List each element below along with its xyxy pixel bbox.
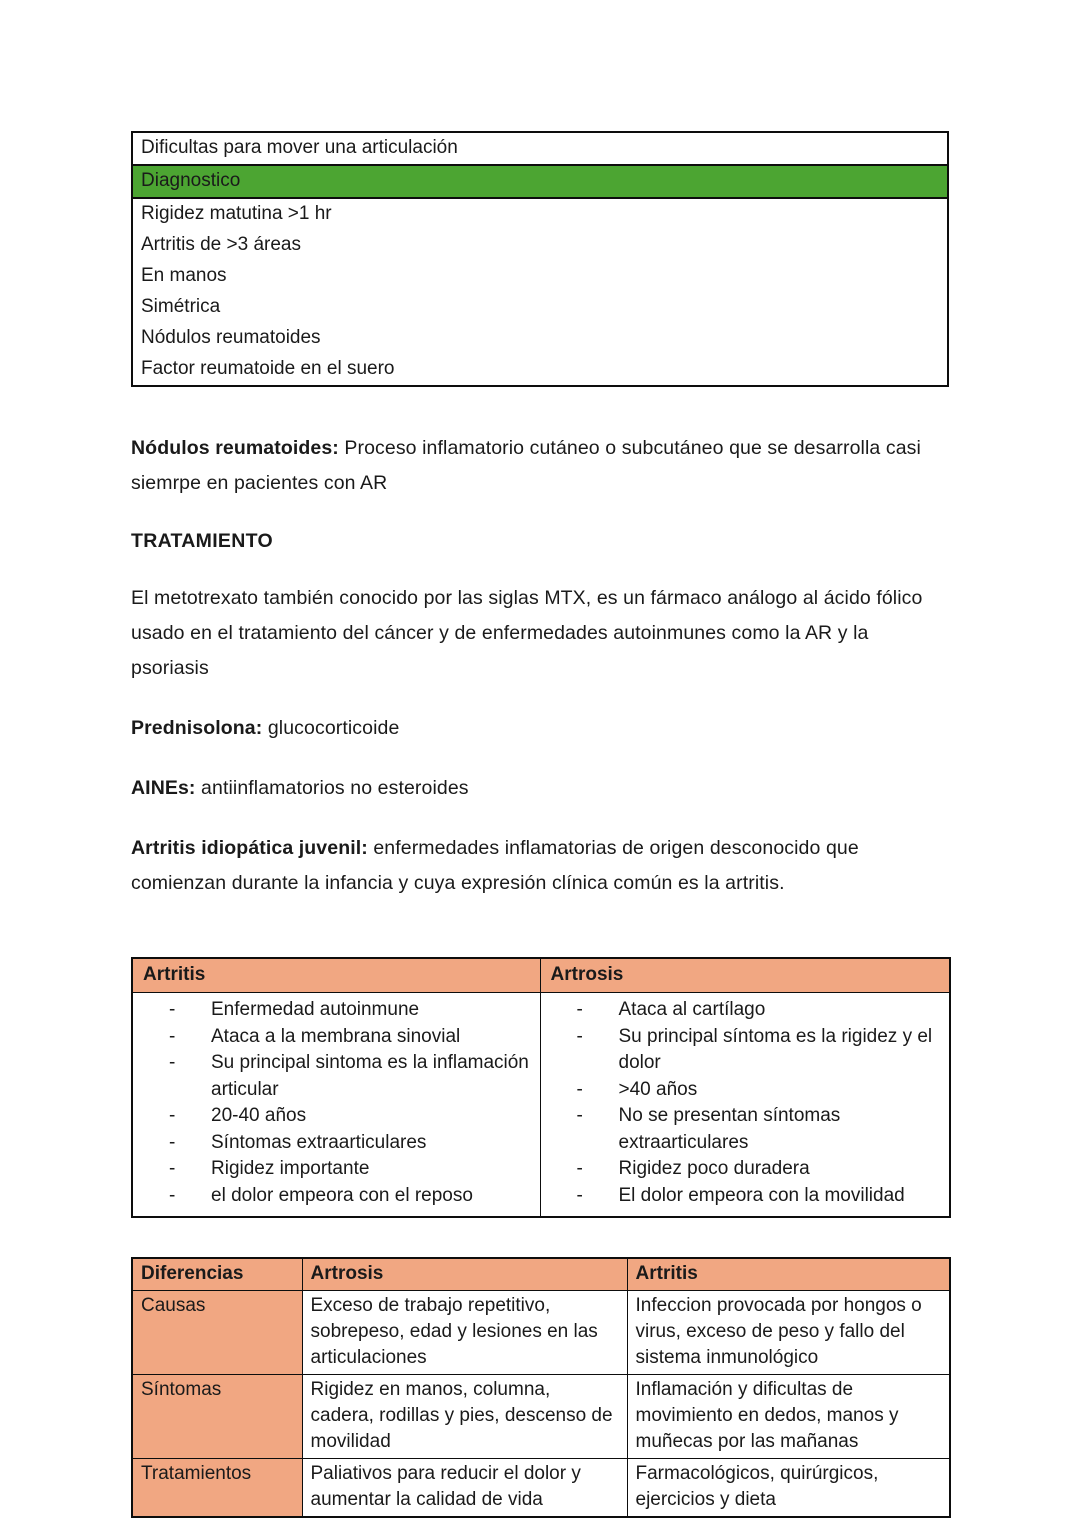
definition-artritis-juvenil: enfermedades inflamatorias de origen desconocido que comienzan durante la infancia y cuya expresión clínica común es la artritis. <box>131 837 859 894</box>
artrosis-bullet-list <box>547 997 944 1209</box>
criteria-cell-2: En manos <box>132 261 948 292</box>
criteria-cell-5: Factor reumatoide en el suero <box>132 354 948 386</box>
diagnostico-header-cell: Diagnostico <box>132 165 948 198</box>
dif-cell-sintomas-artrosis: Rigidez en manos, columna, cadera, rodillas y pies, descenso de movilidad <box>302 1375 627 1459</box>
list-item <box>547 1024 944 1077</box>
differences-table <box>131 1257 951 1518</box>
paragraph-artritis-juvenil <box>131 831 949 901</box>
paragraph-metotrexato: El metotrexato también conocido por las siglas MTX, es un fármaco análogo al ácido fólico usado en el tratamiento del cáncer y de enfermedades autoinmunes como la AR y la psoriasis <box>131 587 923 679</box>
dif-cell-causas-artritis: Infeccion provocada por hongos o virus, exceso de peso y fallo del sistema inmunológico <box>627 1291 950 1375</box>
table-row <box>132 1459 950 1518</box>
table-row <box>132 354 948 386</box>
bullet-dash-icon: - <box>576 1025 583 1047</box>
dif-row-label-sintomas: Síntomas <box>132 1375 302 1459</box>
list-item-label: Ataca a la membrana sinovial <box>211 1025 461 1047</box>
artritis-bullet-list <box>139 997 534 1209</box>
list-item-label: Síntomas extraarticulares <box>211 1131 427 1153</box>
paragraph-aines <box>131 771 949 806</box>
table-row <box>132 1375 950 1459</box>
bullet-dash-icon: - <box>169 1025 176 1047</box>
list-item <box>547 1103 944 1156</box>
list-item-label: No se presentan síntomas extraarticulares <box>618 1105 841 1153</box>
table-header-row <box>132 1258 950 1291</box>
list-item <box>139 1050 534 1103</box>
criteria-cell-0: Rigidez matutina >1 hr <box>132 198 948 230</box>
spacer <box>131 686 949 711</box>
dif-cell-tratamientos-artrosis: Paliativos para reducir el dolor y aumentar la calidad de vida <box>302 1459 627 1518</box>
list-item <box>547 1183 944 1210</box>
definition-nodulos: Proceso inflamatorio cutáneo o subcutáneo que se desarrolla casi siemrpe en pacientes con AR <box>131 437 921 494</box>
bullet-dash-icon: - <box>169 1184 176 1206</box>
list-item-label: Ataca al cartílago <box>618 999 766 1020</box>
artritis-artrosis-comparison-table <box>131 957 951 1218</box>
list-item-label: Rigidez poco duradera <box>618 1158 810 1179</box>
table-row <box>132 261 948 292</box>
list-item-label: 20-40 años <box>211 1105 307 1126</box>
heading-tratamiento: TRATAMIENTO <box>131 530 273 552</box>
dif-header-artritis: Artritis <box>627 1258 950 1291</box>
bullet-dash-icon: - <box>576 1184 583 1206</box>
table-row <box>132 1291 950 1375</box>
list-item-label: El dolor empeora con la movilidad <box>618 1184 905 1206</box>
table-row <box>132 230 948 261</box>
criteria-cell-4: Nódulos reumatoides <box>132 323 948 354</box>
spacer <box>131 556 949 581</box>
compare-cell-artritis <box>132 993 540 1218</box>
list-item-label: Rigidez importante <box>211 1158 370 1179</box>
term-prednisolona: Prednisolona: <box>131 717 263 739</box>
bullet-dash-icon: - <box>576 1105 583 1126</box>
list-item <box>547 1156 944 1183</box>
list-item-label: el dolor empeora con el reposo <box>211 1184 473 1206</box>
list-item <box>139 1183 534 1210</box>
dif-cell-sintomas-artritis: Inflamación y dificultas de movimiento en dedos, manos y muñecas por las mañanas <box>627 1375 950 1459</box>
list-item <box>547 1077 944 1104</box>
definition-aines: antiinflamatorios no esteroides <box>195 777 469 799</box>
spacer <box>131 806 949 831</box>
bullet-dash-icon: - <box>576 1078 583 1100</box>
dif-row-label-causas: Causas <box>132 1291 302 1375</box>
dif-cell-tratamientos-artritis: Farmacológicos, quirúrgicos, ejercicios y dieta <box>627 1459 950 1518</box>
term-nodulos: Nódulos reumatoides: <box>131 437 339 459</box>
list-item <box>547 997 944 1024</box>
bullet-dash-icon: - <box>169 999 176 1020</box>
table-row <box>132 993 950 1218</box>
compare-header-artrosis: Artrosis <box>540 958 950 993</box>
spacer <box>131 387 949 431</box>
dif-row-label-tratamientos: Tratamientos <box>132 1459 302 1518</box>
compare-header-artritis: Artritis <box>132 958 540 993</box>
diagnostico-table <box>131 131 949 387</box>
spacer <box>131 901 949 957</box>
definition-prednisolona: glucocorticoide <box>262 717 400 739</box>
term-aines: AINEs: <box>131 777 196 799</box>
intro-row-cell: Dificultas para mover una articulación <box>132 132 948 165</box>
compare-cell-artrosis <box>540 993 950 1218</box>
spacer <box>131 1218 949 1257</box>
list-item <box>139 1130 534 1157</box>
dif-header-artrosis: Artrosis <box>302 1258 627 1291</box>
criteria-cell-1: Artritis de >3 áreas <box>132 230 948 261</box>
bullet-dash-icon: - <box>169 1158 176 1179</box>
list-item-label: >40 años <box>618 1078 698 1100</box>
criteria-cell-3: Simétrica <box>132 292 948 323</box>
spacer <box>131 746 949 771</box>
list-item-label: Su principal sintoma es la inflamación articular <box>211 1052 529 1100</box>
table-row <box>132 323 948 354</box>
dif-cell-causas-artrosis: Exceso de trabajo repetitivo, sobrepeso, edad y lesiones en las articulaciones <box>302 1291 627 1375</box>
paragraph-nodulos-reumatoides <box>131 431 949 501</box>
table-row <box>132 292 948 323</box>
dif-header-diferencias: Diferencias <box>132 1258 302 1291</box>
bullet-dash-icon: - <box>576 1158 583 1179</box>
list-item <box>139 1156 534 1183</box>
table-row <box>132 132 948 165</box>
table-row-section-header <box>132 165 948 198</box>
bullet-dash-icon: - <box>169 1131 176 1153</box>
term-artritis-juvenil: Artritis idiopática juvenil: <box>131 837 368 859</box>
list-item <box>139 997 534 1024</box>
bullet-dash-icon: - <box>169 1052 176 1073</box>
bullet-dash-icon: - <box>169 1105 176 1126</box>
list-item-label: Su principal síntoma es la rigidez y el dolor <box>618 1025 933 1073</box>
table-row <box>132 198 948 230</box>
spacer <box>131 501 949 526</box>
table-header-row <box>132 958 950 993</box>
list-item <box>139 1024 534 1051</box>
list-item-label: Enfermedad autoinmune <box>211 999 420 1020</box>
paragraph-prednisolona <box>131 711 949 746</box>
bullet-dash-icon: - <box>576 999 583 1020</box>
list-item <box>139 1103 534 1130</box>
